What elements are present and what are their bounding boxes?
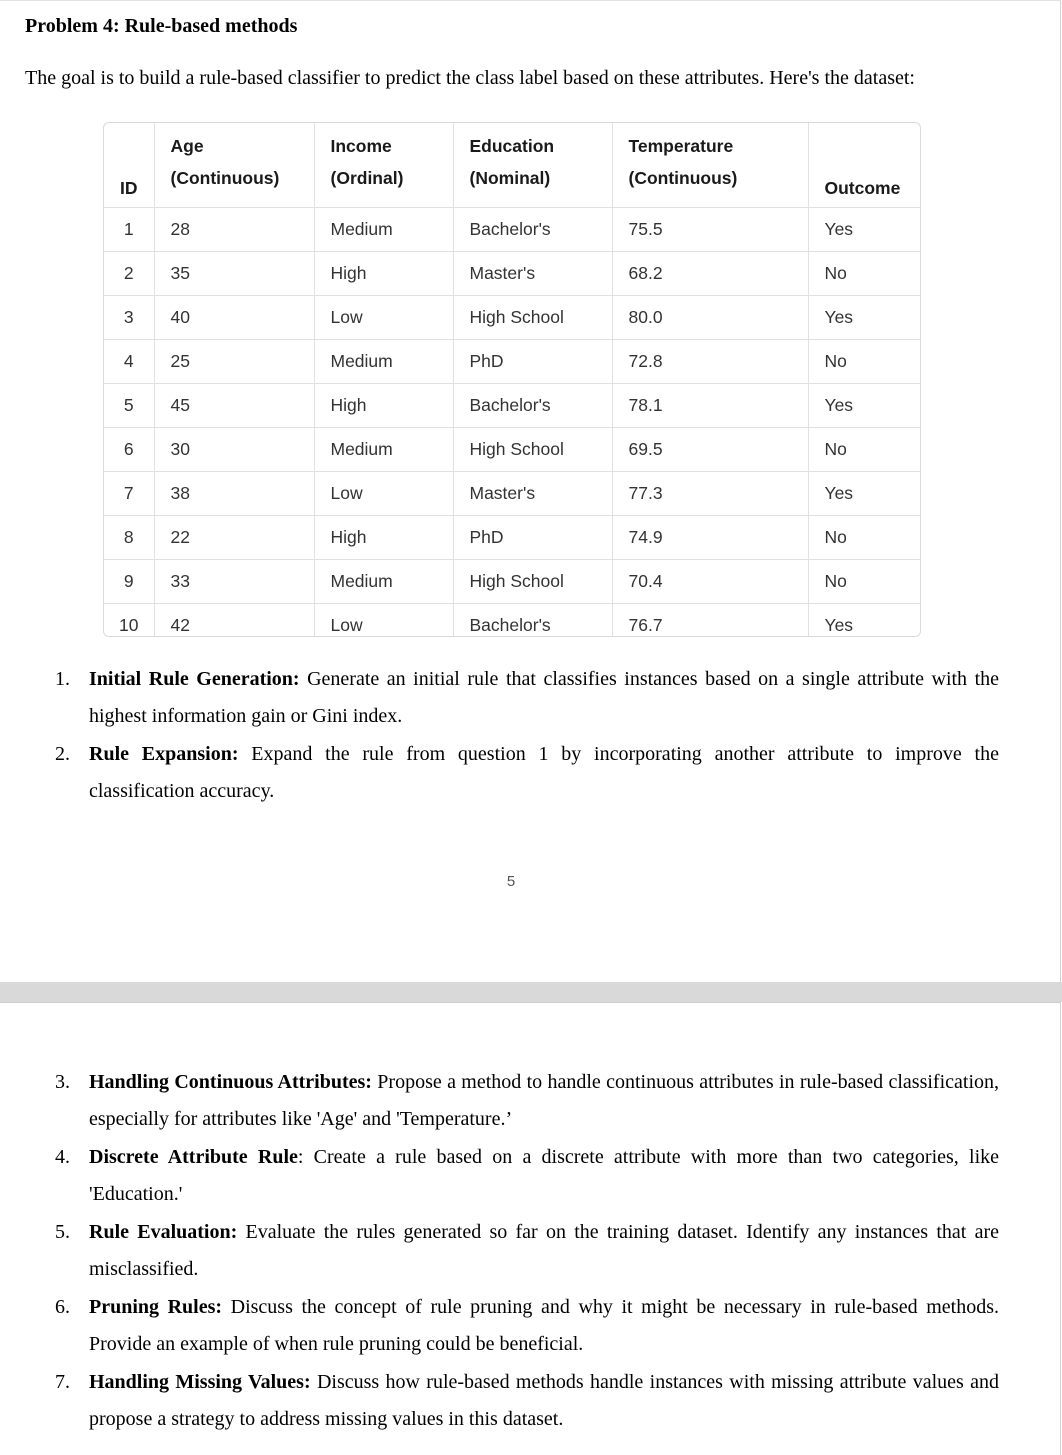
cell-outcome: Yes (808, 296, 920, 340)
table-header-row (104, 123, 920, 208)
table-row (104, 296, 920, 340)
cell-education: Master's (453, 472, 612, 516)
cell-temperature: 70.4 (612, 560, 808, 604)
cell-id: 9 (104, 560, 154, 604)
header-id: ID (104, 123, 154, 208)
question-4: 4. Discrete Attribute Rule: Create a rule based on a discrete attribute with more than two categories, like 'Education.' (55, 1146, 999, 1205)
cell-id: 3 (104, 296, 154, 340)
cell-income: Low (314, 472, 453, 516)
cell-age: 45 (154, 384, 314, 428)
cell-outcome: No (808, 252, 920, 296)
question-1: 1. Initial Rule Generation: Generate an initial rule that classifies instances based on a single attribute with the highest information gain or Gini index. (55, 668, 999, 727)
cell-temperature: 76.7 (612, 604, 808, 638)
cell-temperature: 78.1 (612, 384, 808, 428)
header-age: Age (Continuous) (154, 123, 314, 208)
questions-list-page-1 (55, 661, 999, 811)
cell-income: High (314, 384, 453, 428)
table-row (104, 604, 920, 638)
cell-income: High (314, 252, 453, 296)
cell-outcome: Yes (824, 615, 854, 635)
cell-age: 38 (154, 472, 314, 516)
cell-id: 8 (104, 516, 154, 560)
table-row (104, 252, 920, 296)
cell-outcome: No (808, 516, 920, 560)
cell-age: 40 (154, 296, 314, 340)
cell-outcome: No (808, 560, 920, 604)
cell-education: Bachelor's (453, 604, 612, 638)
cell-temperature: 72.8 (612, 340, 808, 384)
cell-education: High School (453, 428, 612, 472)
intro-paragraph: The goal is to build a rule-based classifier to predict the class label based on these attributes. Here's the dataset: (25, 67, 915, 89)
table-row (104, 340, 920, 384)
cell-temperature: 68.2 (612, 252, 808, 296)
cell-age: 30 (154, 428, 314, 472)
cell-outcome: Yes (808, 208, 920, 252)
dataset-table (103, 122, 921, 637)
cell-id: 2 (104, 252, 154, 296)
cell-age: 25 (154, 340, 314, 384)
cell-income: Low (314, 604, 453, 638)
cell-education: PhD (453, 516, 612, 560)
table-row (104, 560, 920, 604)
cell-temperature: 75.5 (612, 208, 808, 252)
header-education: Education (Nominal) (453, 123, 612, 208)
question-7: 7. Handling Missing Values: Discuss how rule-based methods handle instances with missing attribute values and propose a strategy to address missing values in this dataset. (55, 1371, 999, 1430)
cell-outcome: Yes (808, 472, 920, 516)
cell-education: PhD (453, 340, 612, 384)
page-number: 5 (506, 873, 516, 890)
header-outcome: Outcome (808, 123, 920, 208)
questions-list-page-2 (55, 1064, 999, 1439)
cell-temperature: 80.0 (612, 296, 808, 340)
cell-income: Medium (314, 340, 453, 384)
table-row (104, 516, 920, 560)
question-3: 3. Handling Continuous Attributes: Propose a method to handle continuous attributes in rule-based classification, especially for attributes like 'Age' and 'Temperature.’ (55, 1071, 1000, 1130)
cell-income: Low (314, 296, 453, 340)
cell-age: 22 (154, 516, 314, 560)
cell-age: 35 (154, 252, 314, 296)
cell-education: High School (453, 296, 612, 340)
cell-age: 28 (154, 208, 314, 252)
cell-temperature: 74.9 (612, 516, 808, 560)
cell-temperature: 69.5 (612, 428, 808, 472)
cell-income: Medium (314, 560, 453, 604)
question-2: 2. Rule Expansion: Expand the rule from question 1 by incorporating another attribute to improve the classification accuracy. (55, 743, 999, 802)
cell-id: 7 (104, 472, 154, 516)
cell-education: Bachelor's (453, 208, 612, 252)
cell-temperature: 77.3 (612, 472, 808, 516)
cell-education: Master's (453, 252, 612, 296)
cell-outcome: No (808, 340, 920, 384)
header-income: Income (Ordinal) (314, 123, 453, 208)
cell-id: 6 (104, 428, 154, 472)
table-row (104, 428, 920, 472)
cell-id: 4 (104, 340, 154, 384)
question-5: 5. Rule Evaluation: Evaluate the rules generated so far on the training dataset. Identify any instances that are misclassified. (55, 1221, 999, 1280)
page-separator (0, 982, 1062, 1002)
cell-id: 10 (104, 604, 154, 638)
cell-age: 33 (154, 560, 314, 604)
question-6: 6. Pruning Rules: Discuss the concept of rule pruning and why it might be necessary in rule-based methods. Provide an example of when rule pruning could be beneficial. (55, 1296, 1000, 1355)
cell-income: High (314, 516, 453, 560)
cell-id: 5 (104, 384, 154, 428)
table-row (104, 384, 920, 428)
cell-outcome: No (808, 428, 920, 472)
cell-age: 42 (154, 604, 314, 638)
cell-education: High School (453, 560, 612, 604)
header-temperature: Temperature (Continuous) (612, 123, 808, 208)
problem-title: Problem 4: Rule-based methods (25, 15, 298, 37)
cell-income: Medium (314, 428, 453, 472)
table-row (104, 208, 920, 252)
cell-education: Bachelor's (453, 384, 612, 428)
table-row (104, 472, 920, 516)
cell-id: 1 (104, 208, 154, 252)
cell-income: Medium (314, 208, 453, 252)
cell-outcome: Yes (808, 384, 920, 428)
